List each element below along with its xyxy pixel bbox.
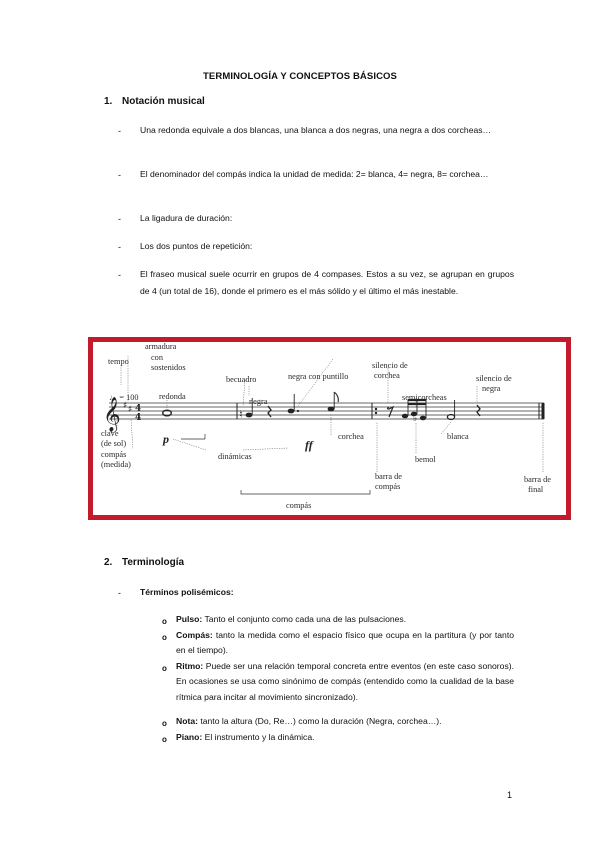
term-description: El instrumento y la dinámica.: [202, 732, 315, 742]
subheading-polysemic-terms: Términos polisémicos:: [140, 587, 234, 597]
time-signature-top: 4: [135, 404, 142, 414]
bullet-icon: o: [162, 633, 167, 642]
term-description: tanto la altura (Do, Re…) como la duración (Negra, corchea…).: [197, 716, 442, 726]
label-redonda: redonda: [159, 392, 186, 401]
bullet-icon: o: [162, 617, 167, 626]
dynamic-piano: p: [163, 432, 169, 446]
label-barra-compas: barra de: [375, 472, 402, 481]
list-item: La ligadura de duración:: [140, 213, 233, 223]
list-dash: -: [118, 270, 121, 280]
label-becuadro: becuadro: [226, 375, 257, 384]
eighth-rest-icon: [388, 407, 394, 417]
label-armadura: sostenidos: [151, 363, 186, 372]
label-blanca: blanca: [447, 432, 469, 441]
label-semicorcheas: semicorcheas: [402, 393, 447, 402]
section-1-number: 1.: [104, 96, 113, 107]
list-item: El denominador del compás indica la unidad de medida: 2= blanca, 4= negra, 8= corchea…: [140, 169, 489, 179]
term-item: [176, 628, 514, 659]
label-silencio-negra: negra: [482, 384, 501, 393]
list-dash: -: [118, 242, 121, 252]
label-negra: negra: [249, 397, 268, 406]
bullet-icon: o: [162, 735, 167, 744]
term-item: [176, 659, 514, 705]
music-notation-figure: [88, 337, 571, 520]
section-1-heading: Notación musical: [122, 96, 205, 107]
label-clave: (de sol): [101, 439, 127, 448]
bullet-icon: o: [162, 664, 167, 673]
term-name: Pulso:: [176, 614, 203, 624]
repeat-dot-icon: [375, 412, 377, 414]
label-armadura: armadura: [145, 342, 177, 351]
eighth-note-icon: [328, 407, 335, 412]
label-compas: compás: [286, 501, 312, 510]
label-barra-final: barra de: [524, 475, 551, 484]
list-item: Los dos puntos de repetición:: [140, 241, 253, 251]
section-2-heading: Terminología: [122, 557, 185, 568]
term-name: Compás:: [176, 630, 213, 640]
term-description: Tanto el conjunto como cada una de las pulsaciones.: [202, 614, 407, 624]
repeat-dot-icon: [375, 408, 377, 410]
term-item: [176, 612, 514, 627]
label-barra-compas: compás: [375, 482, 401, 491]
label-tempo: tempo: [108, 357, 129, 366]
bullet-icon: o: [162, 719, 167, 728]
dotted-quarter-note-icon: [288, 409, 295, 414]
label-silencio-corchea: corchea: [374, 371, 400, 380]
quarter-note-icon: [246, 413, 253, 418]
svg-text:♭: ♭: [413, 414, 418, 424]
measure-bracket: [241, 490, 370, 494]
label-bemol: bemol: [415, 455, 436, 464]
music-notation-diagram: [93, 342, 566, 515]
term-item: [176, 714, 514, 729]
term-name: Nota:: [176, 716, 198, 726]
list-dash: -: [118, 170, 121, 180]
page-number: 1: [507, 790, 513, 800]
label-compas-medida: compás: [101, 450, 127, 459]
label-tempo-mark: ♩ = 100: [109, 393, 139, 402]
label-dinamicas: dinámicas: [218, 452, 252, 461]
svg-text:♯: ♯: [128, 405, 133, 415]
label-negra-puntillo: negra con puntillo: [288, 372, 349, 381]
time-signature-bottom: 4: [135, 413, 142, 423]
list-dash: -: [118, 214, 121, 224]
term-item: [176, 730, 514, 745]
label-corchea: corchea: [338, 432, 364, 441]
treble-clef-icon: 𝄞: [103, 397, 121, 432]
natural-sign-icon: ♮: [239, 408, 243, 421]
term-description: Puede ser una relación temporal concreta entre eventos (en este caso sonoros). En ocasiones se usa como sinónimo de compás (entendido como la cualidad de la base rítmica para incitar al movimiento sincronizado).: [176, 661, 514, 702]
list-dash: -: [118, 126, 121, 136]
label-silencio-corchea: silencio de: [372, 361, 408, 370]
label-armadura: con: [151, 353, 163, 362]
dynamic-fortissimo: ff: [305, 438, 313, 452]
label-clave: clave: [101, 429, 119, 438]
term-name: Piano:: [176, 732, 203, 742]
list-dash: -: [118, 588, 121, 598]
section-2-number: 2.: [104, 557, 113, 568]
list-item: Una redonda equivale a dos blancas, una blanca a dos negras, una negra a dos corcheas…: [140, 125, 492, 135]
term-description: tanto la medida como el espacio físico que ocupa en la partitura (y por tanto en el tiempo).: [176, 630, 514, 656]
svg-text:♯: ♯: [123, 401, 128, 411]
list-item: El fraseo musical suele ocurrir en grupos de 4 compases. Estos a su vez, se agrupan en grupos de 4 (un total de 16), donde el primero es el más sólido y el último el más inestable.: [140, 269, 514, 297]
document-title: TERMINOLOGÍA Y CONCEPTOS BÁSICOS: [203, 71, 397, 82]
label-silencio-negra: silencio de: [476, 374, 512, 383]
label-barra-final: final: [528, 485, 544, 494]
sixteenth-notes-icon: [402, 400, 426, 424]
label-compas-medida: (medida): [101, 460, 131, 469]
term-name: Ritmo:: [176, 661, 204, 671]
